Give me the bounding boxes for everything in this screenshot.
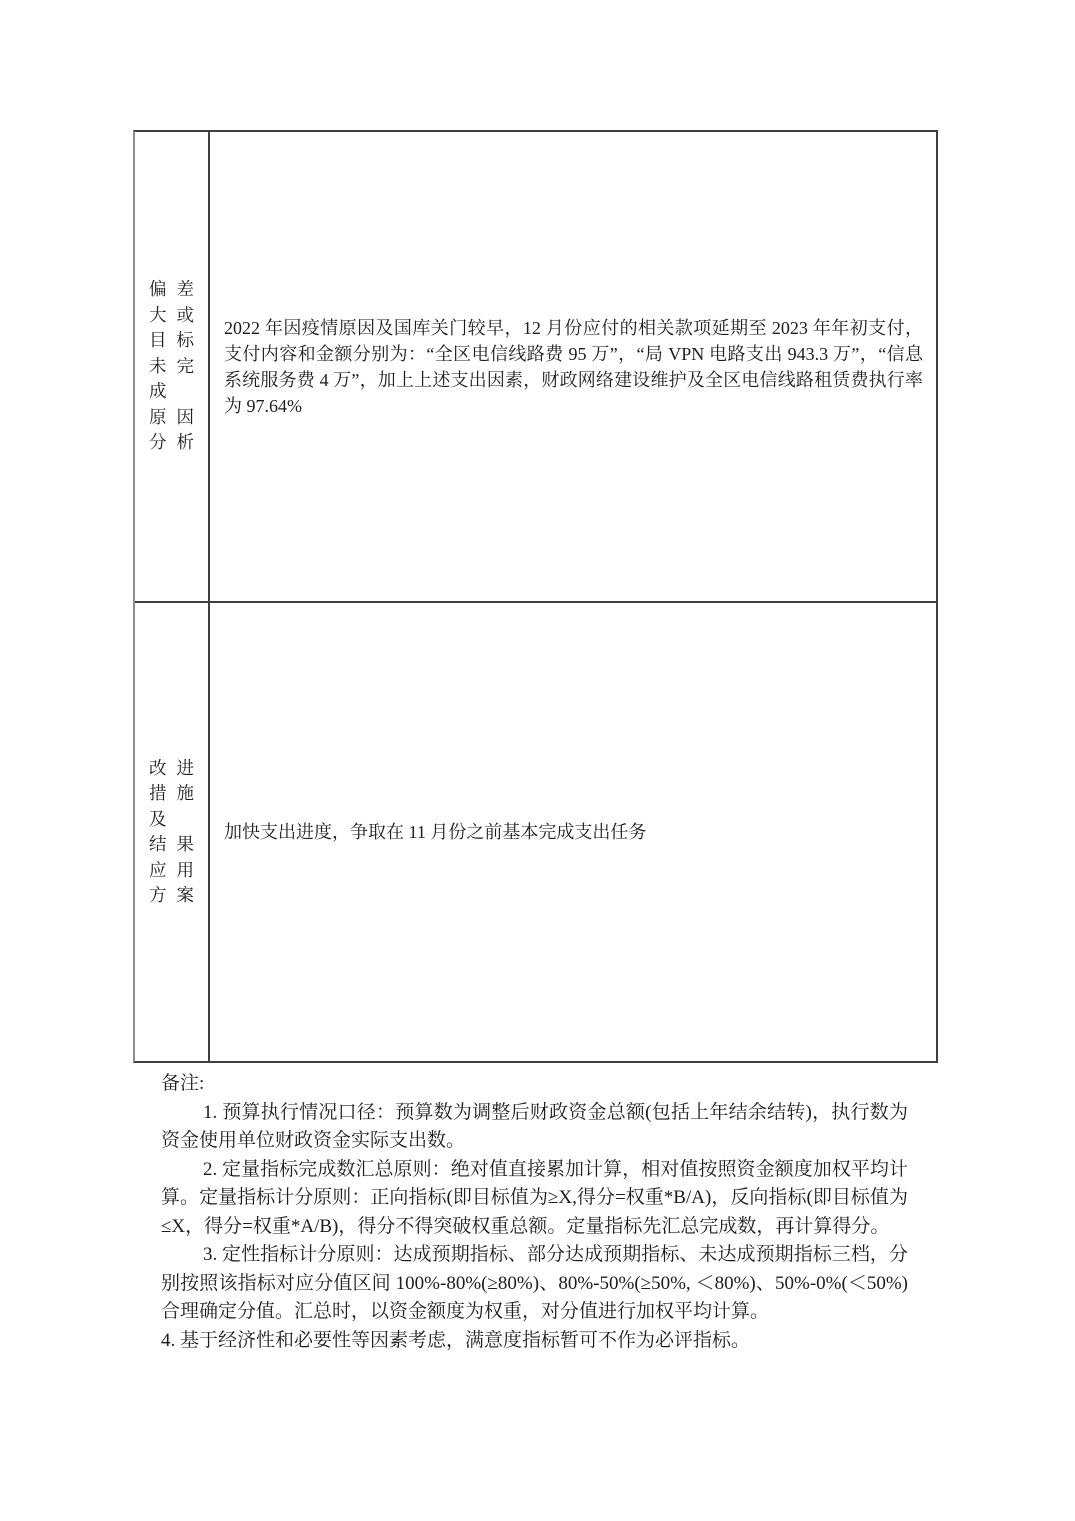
note-item-2: 2. 定量指标完成数汇总原则：绝对值直接累加计算，相对值按照资金额度加权平均计算。定量指标计分原则：正向指标(即目标值为≥X,得分=权重*B/A)，反向指标(即目标值为≤X，得分=权重*A/B)，得分不得突破权重总额。定量指标先汇总完成数，再计算得分。 bbox=[161, 1158, 908, 1237]
label-line: 原因 bbox=[149, 406, 194, 427]
row-header-label bbox=[149, 756, 194, 909]
deviation-analysis-cell bbox=[210, 132, 936, 601]
notes-section bbox=[161, 1070, 908, 1355]
row-header-label bbox=[149, 277, 194, 456]
label-line: 未完 bbox=[149, 355, 194, 376]
note-item-1: 1. 预算执行情况口径：预算数为调整后财政资金总额(包括上年结余结转)，执行数为资金使用单位财政资金实际支出数。 bbox=[161, 1101, 908, 1151]
note-item-4: 4. 基于经济性和必要性等因素考虑，满意度指标暂可不作为必评指标。 bbox=[161, 1329, 751, 1351]
label-line: 结果 bbox=[149, 834, 194, 854]
label-line: 分析 bbox=[149, 432, 194, 453]
label-line: 目标 bbox=[149, 330, 194, 351]
label-line: 大或 bbox=[149, 304, 194, 325]
table-row-improvement-plan bbox=[135, 603, 936, 1061]
row-header-deviation-analysis bbox=[135, 132, 210, 601]
label-line: 偏差 bbox=[149, 279, 194, 300]
table-row-deviation-analysis bbox=[135, 132, 936, 603]
row-header-improvement-plan bbox=[135, 603, 210, 1061]
deviation-analysis-text: 2022 年因疫情原因及国库关门较早，12 月份应付的相关款项延期至 2023 年年初支付，支付内容和金额分别为：“全区电信线路费 95 万”，“局 VPN 电路支出 943.3 万”，“信息系统服务费 4 万”，加上上述支出因素，财政网络建设维护及全区电信线路租赁费执行率为 97.64% bbox=[224, 317, 923, 416]
notes-heading: 备注: bbox=[161, 1073, 205, 1094]
label-line: 方案 bbox=[149, 885, 194, 905]
label-line: 成 bbox=[149, 381, 167, 402]
note-item-3: 3. 定性指标计分原则：达成预期指标、部分达成预期指标、未达成预期指标三档，分别按照该指标对应分值区间 100%-80%(≥80%)、80%-50%(≥50%, ＜80%)、50%-0%(＜50%)合理确定分值。汇总时，以资金额度为权重，对分值进行加权平均计算。 bbox=[161, 1244, 908, 1322]
improvement-plan-text: 加快支出进度，争取在 11 月份之前基本完成支出任务 bbox=[224, 822, 647, 842]
label-line: 措施 bbox=[149, 783, 194, 803]
label-line: 改进 bbox=[149, 757, 194, 778]
label-line: 及 bbox=[149, 808, 167, 829]
label-line: 应用 bbox=[149, 859, 194, 880]
improvement-plan-cell bbox=[210, 603, 936, 1061]
performance-evaluation-table bbox=[133, 130, 938, 1063]
